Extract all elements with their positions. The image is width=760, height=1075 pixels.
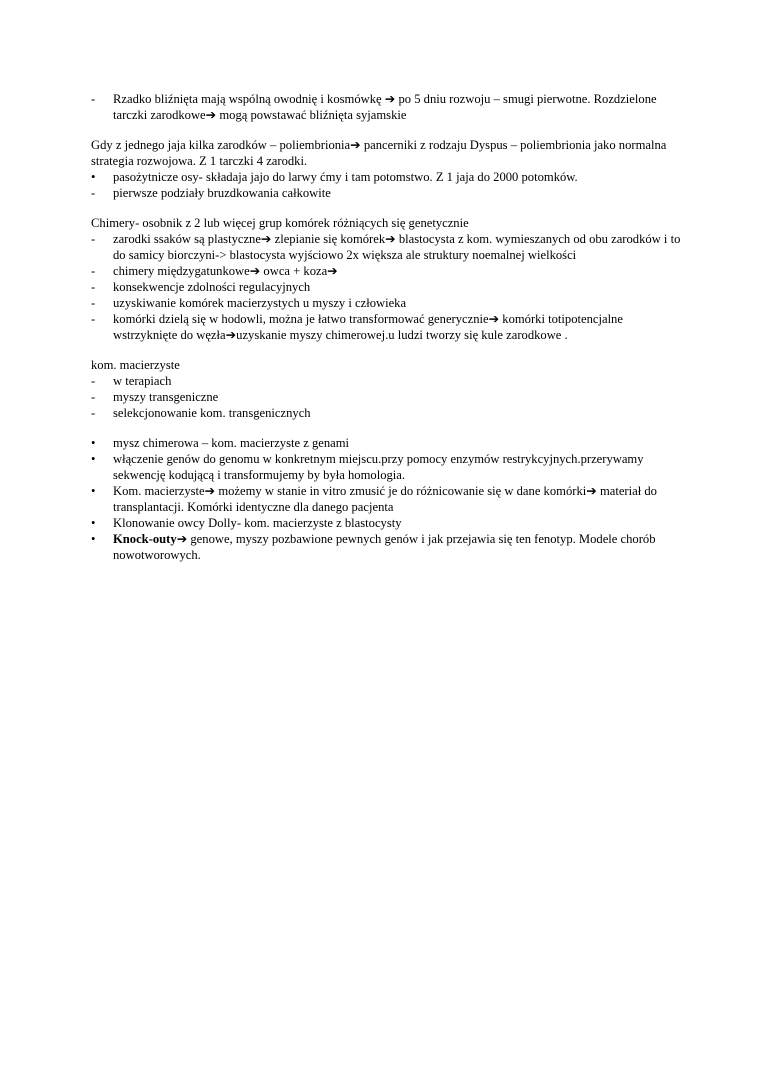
dash-marker: - [91, 390, 96, 404]
list-item-text: komórki dzielą się w hodowli, można je łatwo transformować generycznie➔ komórki totipotencjalne wstrzyknięte do węzła➔uzyskanie myszy chimerowej.u ludzi tworzy się kule zarodkowe . [113, 312, 623, 342]
list-item [91, 263, 681, 279]
spacer [91, 343, 681, 357]
list-item-text: Kom. macierzyste➔ możemy w stanie in vitro zmusić je do różnicowanie się w dane komórki➔ materiał do transplantacji. Komórki identyczne dla danego pacjenta [113, 484, 657, 514]
list-item-text: Rzadko bliźnięta mają wspólną owodnię i kosmówkę ➔ po 5 dniu rozwoju – smugi pierwotne. Rozdzielone tarczki zarodkowe➔ mogą powstawać bliźnięta syjamskie [113, 92, 657, 122]
list-item-text: selekcjonowanie kom. transgenicznych [113, 406, 311, 420]
list-item-text: pasożytnicze osy- składaja jajo do larwy ćmy i tam potomstwo. Z 1 jaja do 2000 potomków. [113, 170, 578, 184]
list-item-text: zarodki ssaków są plastyczne➔ zlepianie się komórek➔ blastocysta z kom. wymieszanych od obu zarodków i to do samicy biorczyni-> blastocysta wyjściowo 2x większa ale struktury noemalnej wielkości [113, 232, 681, 262]
list-twins [91, 91, 681, 123]
dash-marker: - [91, 296, 96, 310]
bullet-marker: • [91, 516, 96, 530]
list-item [91, 311, 681, 343]
dash-marker: - [91, 92, 96, 106]
spacer [91, 421, 681, 435]
dash-marker: - [91, 406, 96, 420]
list-polyembryony [91, 169, 681, 201]
bullet-marker: • [91, 436, 96, 450]
list-item-text: uzyskiwanie komórek macierzystych u myszy i człowieka [113, 296, 407, 310]
list-item-text: Klonowanie owcy Dolly- kom. macierzyste z blastocysty [113, 516, 402, 530]
list-item-text: mysz chimerowa – kom. macierzyste z genami [113, 436, 350, 450]
list-item-text: ➔ genowe, myszy pozbawione pewnych genów i jak przejawia się ten fenotyp. Modele chorób nowotworowych. [113, 532, 656, 562]
list-item-text: myszy transgeniczne [113, 390, 219, 404]
spacer [91, 201, 681, 215]
document-body [91, 91, 681, 563]
list-item [91, 279, 681, 295]
bold-term: Knock-outy [113, 532, 177, 546]
list-item [91, 91, 681, 123]
list-item-text: włączenie genów do genomu w konkretnym miejscu.przy pomocy enzymów restrykcyjnych.przerywamy sekwencję kodującą i transformujemy by była homologia. [113, 452, 644, 482]
list-item [91, 405, 681, 421]
list-item-text: pierwsze podziały bruzdkowania całkowite [113, 186, 331, 200]
paragraph-polyembryony: Gdy z jednego jaja kilka zarodków – poliembrionia➔ pancerniki z rodzaju Dyspus – poliembrionia jako normalna strategia rozwojowa. Z 1 tarczki 4 zarodki. [91, 138, 667, 168]
bullet-marker: • [91, 170, 96, 184]
bullet-marker: • [91, 484, 96, 498]
list-item [91, 373, 681, 389]
list-chimeras [91, 231, 681, 343]
list-item-text: konsekwencje zdolności regulacyjnych [113, 280, 311, 294]
list-item [91, 515, 681, 531]
paragraph-stem-cells: kom. macierzyste [91, 358, 180, 372]
list-item [91, 483, 681, 515]
bullet-marker: • [91, 532, 96, 546]
list-item [91, 169, 681, 185]
paragraph-chimeras: Chimery- osobnik z 2 lub więcej grup komórek różniących się genetycznie [91, 216, 469, 230]
dash-marker: - [91, 264, 96, 278]
list-item-text: w terapiach [113, 374, 172, 388]
list-item [91, 451, 681, 483]
list-item-text: chimery międzygatunkowe➔ owca + koza➔ [113, 264, 338, 278]
dash-marker: - [91, 186, 96, 200]
list-item [91, 389, 681, 405]
dash-marker: - [91, 312, 96, 326]
bullet-marker: • [91, 452, 96, 466]
dash-marker: - [91, 280, 96, 294]
dash-marker: - [91, 374, 96, 388]
spacer [91, 123, 681, 137]
list-bullets-final [91, 435, 681, 563]
list-stem-cells [91, 373, 681, 421]
list-item [91, 231, 681, 263]
list-item [91, 531, 681, 563]
list-item [91, 295, 681, 311]
dash-marker: - [91, 232, 96, 246]
list-item [91, 185, 681, 201]
list-item [91, 435, 681, 451]
